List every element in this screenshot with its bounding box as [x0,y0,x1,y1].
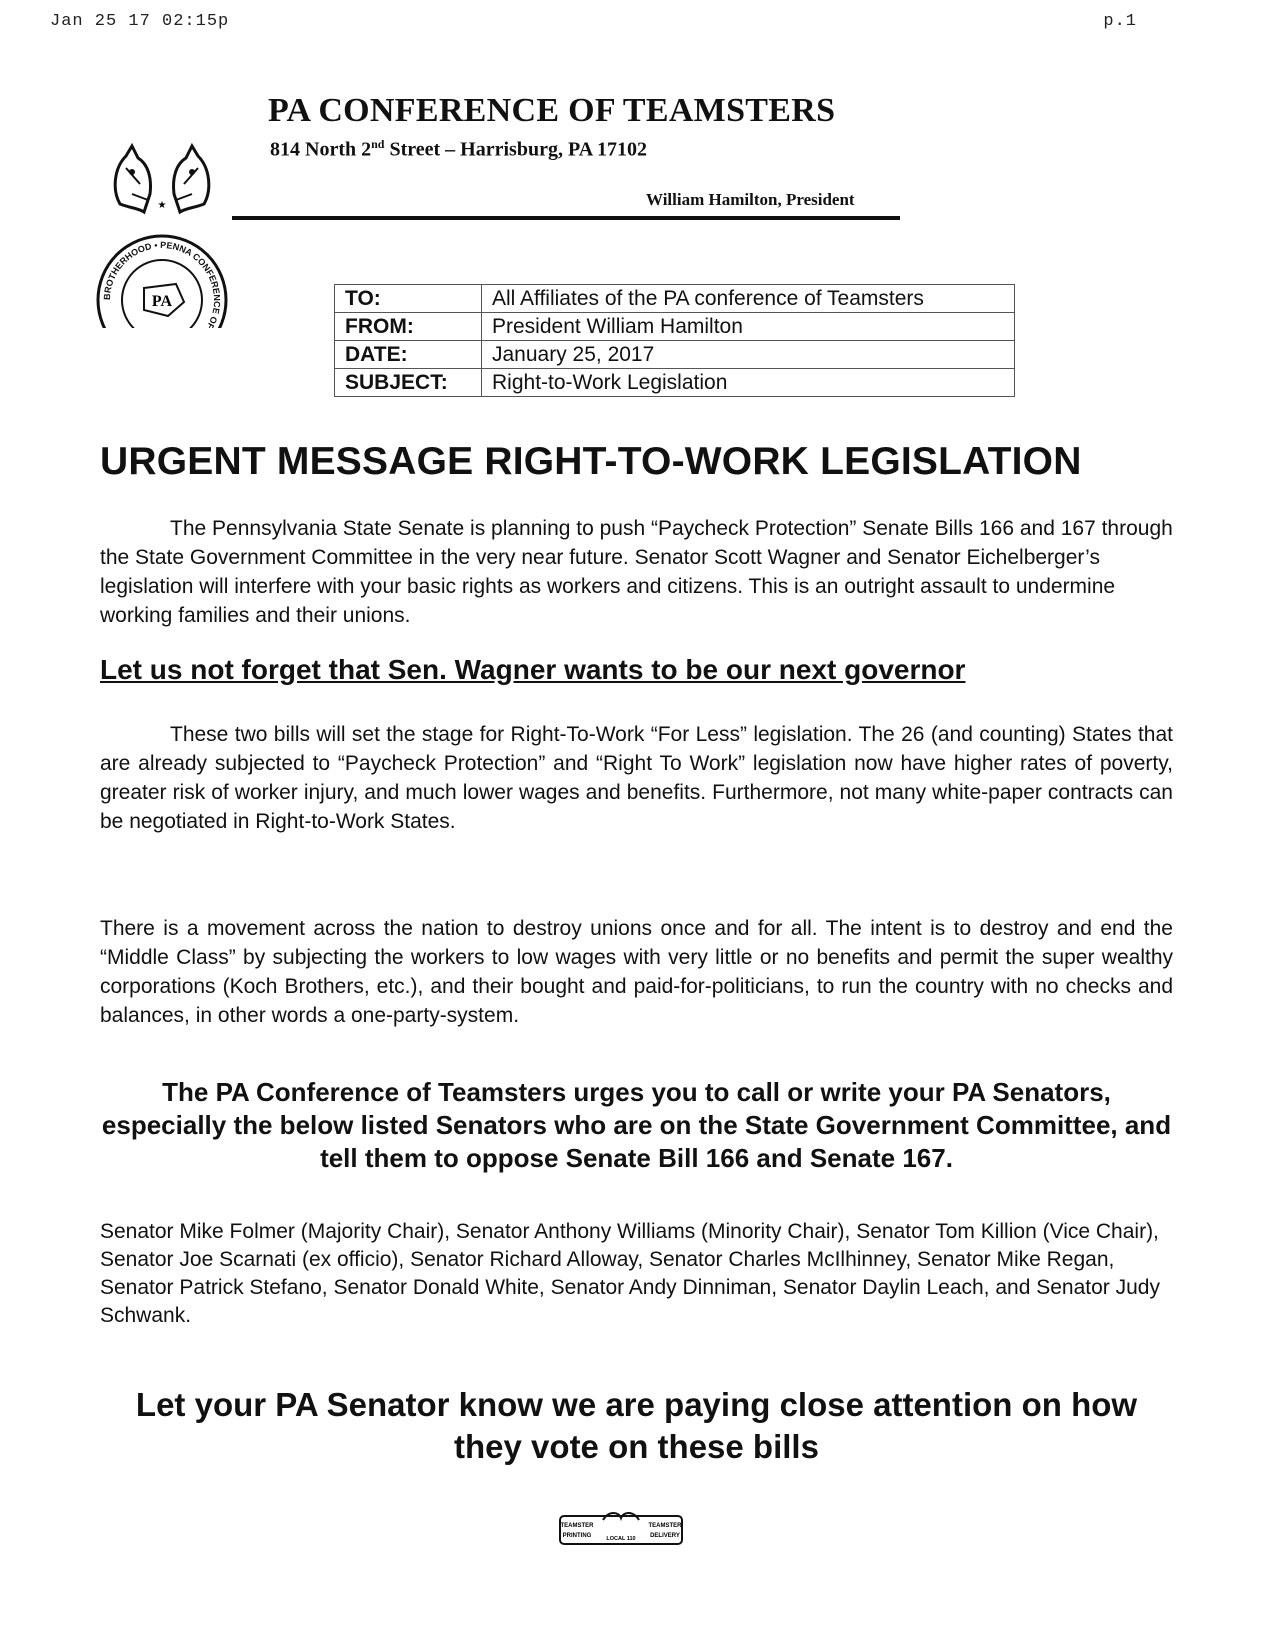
memo-from-value: President William Hamilton [482,313,1015,341]
memo-subject-label: SUBJECT: [335,369,482,397]
memo-row-date [335,341,1015,369]
wagner-subheading: Let us not forget that Sen. Wagner wants to be our next governor [100,654,966,685]
memo-header-table [334,284,1015,397]
fax-page-number: p.1 [1103,12,1137,31]
memo-to-value: All Affiliates of the PA conference of Teamsters [482,285,1015,313]
union-bug-icon [559,1510,683,1546]
teamsters-horse-seal-icon [92,138,232,328]
president-name: William Hamilton, President [646,190,855,209]
memo-date-value: January 25, 2017 [482,341,1015,369]
svg-text:★: ★ [157,200,167,211]
closing-message: Let your PA Senator know we are paying close attention on how they vote on these bills [135,1386,1138,1465]
bug-left-bottom: PRINTING [562,1533,592,1539]
organization-name: PA CONFERENCE OF TEAMSTERS [268,92,836,129]
bills-paragraph: These two bills will set the stage for Right-To-Work “For Less” legislation. The 26 (and counting) States that are already subjected to “Paycheck Protection” and “Right To Work” legislation now have higher rates of poverty, greater risk of worker injury, and much lower wages and benefits. Furthermore, not many white-paper contracts can be negotiated in Right-to-Work States. [100,723,1173,833]
page-headline: URGENT MESSAGE RIGHT-TO-WORK LEGISLATION [100,440,1082,483]
seal-center-label: PA [151,293,173,310]
intro-paragraph: The Pennsylvania State Senate is planning to push “Paycheck Protection” Senate Bills 166 and 167 through the State Government Committee in the very near future. Senator Scott Wagner and Senator Eichelberger’s legislation will interfere with your basic rights as workers and citizens. This is an outright assault to undermine working families and their unions. [100,517,1173,627]
memo-row-subject [335,369,1015,397]
memo-from-label: FROM: [335,313,482,341]
header-divider [232,216,900,220]
memo-row-from [335,313,1015,341]
memo-subject-value: Right-to-Work Legislation [482,369,1015,397]
bug-right-top: TEAMSTER [648,1523,682,1529]
memo-row-to [335,285,1015,313]
bug-left-top: TEAMSTER [560,1523,594,1529]
bug-center: LOCAL 110 [606,1536,636,1542]
organization-address: 814 North 2nd Street – Harrisburg, PA 17102 [270,137,648,161]
bug-right-bottom: DELIVERY [650,1533,680,1539]
movement-paragraph: There is a movement across the nation to destroy unions once and for all. The intent is to destroy and end the “Middle Class” by subjecting the workers to low wages with very little or no benefits and permit the super wealthy corporations (Koch Brothers, etc.), and their bought and paid-for-politicians, to run the country with no checks and balances, in other words a one-party-system. [100,917,1173,1027]
memo-date-label: DATE: [335,341,482,369]
senators-list: Senator Mike Folmer (Majority Chair), Senator Anthony Williams (Minority Chair), Senator Tom Killion (Vice Chair), Senator Joe Scarnati (ex officio), Senator Richard Alloway, Senator Charles McIlhinney, Senator Mike Regan, Senator Patrick Stefano, Senator Donald White, Senator Andy Dinniman, Senator Daylin Leach, and Senator Judy Schwank. [100,1220,1160,1327]
call-to-action: The PA Conference of Teamsters urges you to call or write your PA Senators, especially the below listed Senators who are on the State Government Committee, and tell them to oppose Senate Bill 166 and Senate 167. [101,1077,1172,1173]
memo-to-label: TO: [335,285,482,313]
fax-timestamp: Jan 25 17 02:15p [50,12,230,31]
seal-ring-text: BROTHERHOOD • PENNA CONFERENCE OF [101,239,223,328]
